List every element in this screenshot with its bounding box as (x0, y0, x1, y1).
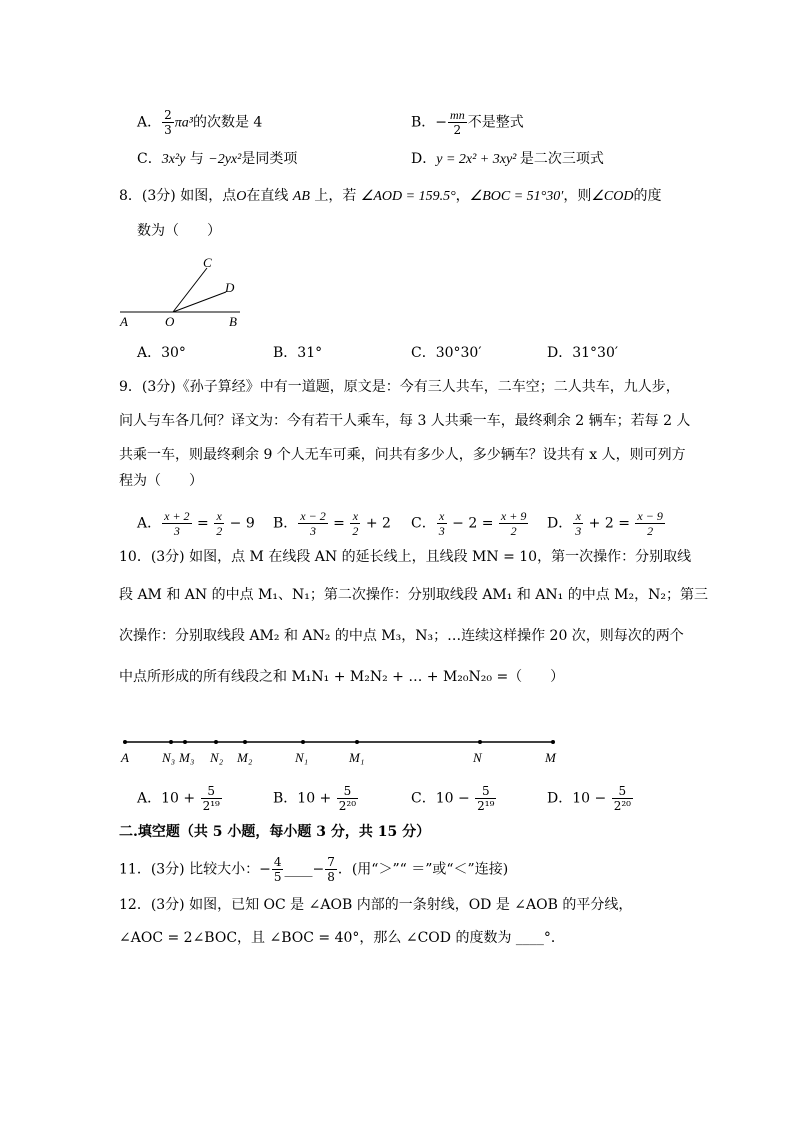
q9-stem-line1: 9．(3分)《孙子算经》中有一道题，原文是：今有三人共车，二车空；二人共车，九人步， (119, 379, 680, 395)
q8-stem-line2: 数为（ ） (137, 223, 221, 239)
q9-stem-line4: 程为（ ） (119, 473, 203, 489)
q10-stem-line2: 段 AM 和 AN 的中点 M₁、N₁；第二次操作：分别取线段 AM₁ 和 AN₁ 的中点 M₂，N₂；第三 (119, 587, 708, 603)
q10-label-n2: N₂ (210, 750, 224, 765)
q8-label-d: D (225, 280, 235, 295)
q10-point-n3 (169, 740, 173, 744)
section-fill-in-title: 二.填空题（共 5 小题，每小题 3 分，共 15 分） (119, 824, 431, 840)
q9-stem-line2: 问人与车各几何？译文为：今有若干人乘车，每 3 人共乘一车，最终剩余 2 辆车；若每 2 人 (119, 413, 691, 429)
q8-choice-d: D．31°30′ (547, 345, 619, 361)
q10-stem-line4: 中点所形成的所有线段之和 M₁N₁ + M₂N₂ + … + M₂₀N₂₀ =（ ） (119, 669, 565, 685)
q10-point-m (551, 740, 555, 744)
q10-stem-line3: 次操作：分别取线段 AM₂ 和 AN₂ 的中点 M₃，N₃；…连续这样操作 20 次，则每次的两个 (119, 628, 684, 644)
q7-b-fraction: $\frac{mn}{2}$ (450, 108, 465, 137)
q10-label-m2: M₂ (237, 750, 253, 765)
q10-point-n (478, 740, 482, 744)
q8-stem-line1: 8．(3分) 如图，点O在直线 AB 上，若 ∠AOD = 159.5°，∠BOC = 51°30′，则∠COD的度 (119, 188, 662, 204)
q10-point-n1 (301, 740, 305, 744)
q10-point-m3 (183, 740, 187, 744)
q10-label-m: M (545, 750, 556, 765)
q7-choice-b: B．− $\frac{mn}{2}$ 不是整式 (411, 108, 524, 137)
q8-label-b: B (229, 314, 237, 329)
q10-label-n: N (473, 750, 482, 765)
q8-label-o: O (165, 314, 175, 329)
q12-stem-line1: 12．(3分) 如图，已知 OC 是 ∠AOB 内部的一条射线，OD 是 ∠AOB 的平分线， (119, 897, 633, 913)
q8-label-c: C (203, 255, 212, 270)
q10-label-a: A (121, 750, 129, 765)
q7-choice-d: D．y = 2x² + 3xy² 是二次三项式 (411, 151, 604, 167)
q10-label-m3: M₃ (179, 750, 195, 765)
q10-point-a (123, 740, 127, 744)
q10-point-m1 (355, 740, 359, 744)
q10-choice-d: D．10 − $\frac{5}{\text{2²⁰}}$ (547, 784, 631, 813)
q11-stem: 11．(3分) 比较大小：− $\frac{4}{5}$ ____− $\frac{7}{8}$ ．(用“＞”“ ＝”或“＜”连接) (119, 855, 509, 884)
q7-a-fraction: $\frac{2}{3}$ (164, 108, 172, 137)
q8-angle-figure (115, 252, 255, 332)
q10-stem-line1: 10．(3分) 如图，点 M 在线段 AN 的延长线上，且线段 MN = 10，第一次操作：分别取线 (119, 549, 692, 565)
q10-label-m1: M₁ (349, 750, 365, 765)
q10-label-n3: N₃ (162, 750, 176, 765)
q7-choice-a: A． $\frac{2}{3}$ πa³的次数是 4 (137, 108, 263, 137)
q10-point-m2 (243, 740, 247, 744)
q7-choice-c: C．3x²y 与 −2yx²是同类项 (137, 151, 298, 167)
q10-choice-a: A．10 + $\frac{5}{\text{2¹⁹}}$ (137, 784, 220, 813)
q9-choice-c: C． $\frac{x}{3}$ − 2 = $\frac{x + 9}{2}$ (411, 509, 527, 538)
q9-choice-b: B． $\frac{x - 2}{3}$ = $\frac{x}{2}$ + 2 (273, 509, 391, 538)
q10-segment-figure (115, 730, 565, 770)
q8-choice-a: A．30° (137, 345, 186, 361)
q9-choice-a: A． $\frac{x + 2}{3}$ = $\frac{x}{2}$ − 9 (137, 509, 255, 538)
q8-choice-b: B．31° (273, 345, 323, 361)
q10-choice-b: B．10 + $\frac{5}{\text{2²⁰}}$ (273, 784, 357, 813)
q8-choice-c: C．30°30′ (411, 345, 482, 361)
q9-choice-d: D． $\frac{x}{3}$ + 2 = $\frac{x - 9}{2}$ (547, 509, 663, 538)
q8-label-a: A (120, 314, 128, 329)
q12-stem-line2: ∠AOC = 2∠BOC，且 ∠BOC = 40°，那么 ∠COD 的度数为 ____°． (119, 930, 565, 946)
q10-label-n1: N₁ (295, 750, 309, 765)
q10-point-n2 (214, 740, 218, 744)
q10-choice-c: C．10 − $\frac{5}{\text{2¹⁹}}$ (411, 784, 495, 813)
q9-stem-line3: 共乘一车，则最终剩余 9 个人无车可乘，问共有多少人，多少辆车？设共有 x 人，则可列方 (119, 447, 686, 463)
